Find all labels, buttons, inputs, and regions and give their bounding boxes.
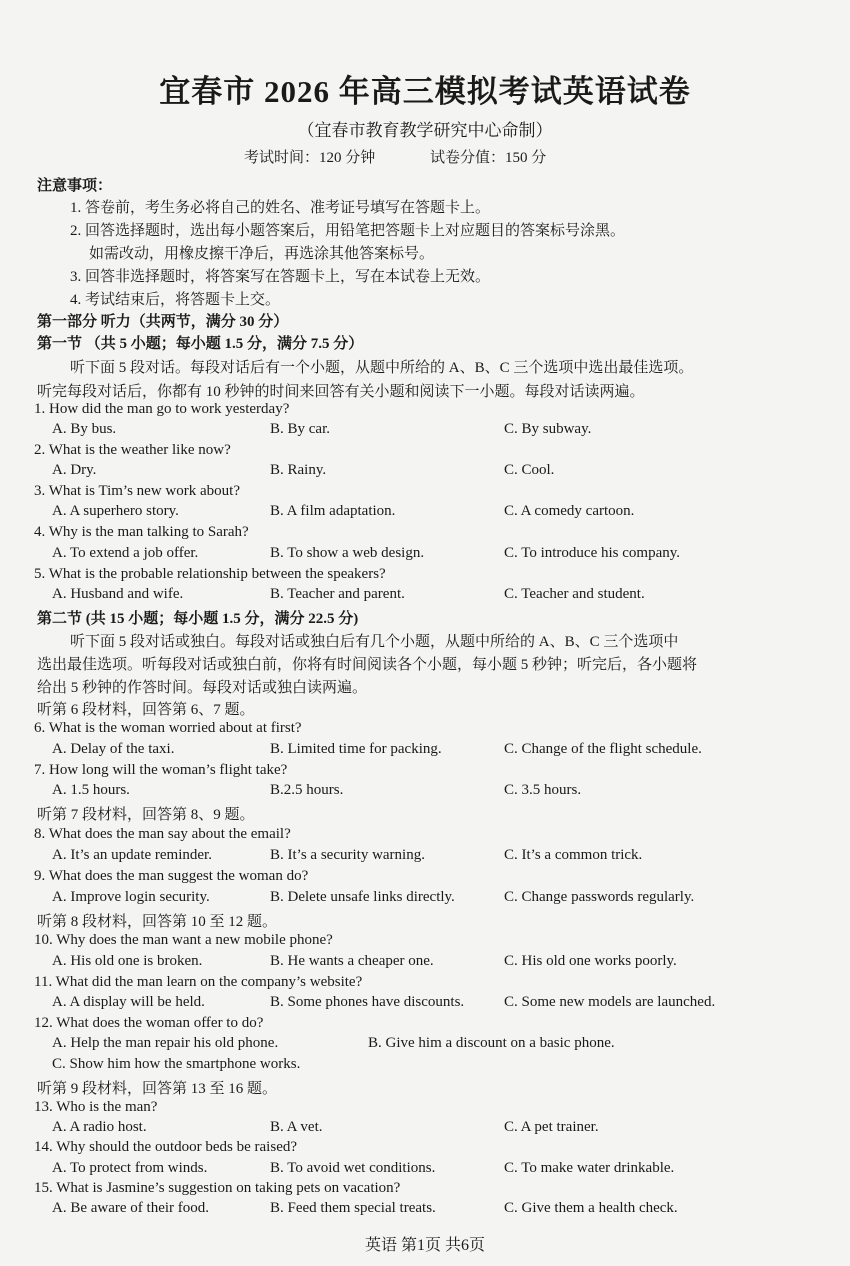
question-4: 4. Why is the man talking to Sarah? [34, 524, 249, 540]
question-2: 2. What is the weather like now? [34, 442, 231, 458]
option-c: C. A comedy cartoon. [504, 503, 635, 519]
notice-item: 2. 回答选择题时，选出每小题答案后，用铅笔把答题卡上对应题目的答案标号涂黑。 [70, 223, 626, 239]
option-a: A. His old one is broken. [52, 953, 203, 969]
question-14: 14. Why should the outdoor beds be raised? [34, 1139, 298, 1155]
exam-time: 考试时间：120 分钟 [244, 150, 376, 166]
question-15: 15. What is Jasmine’s suggestion on taking pets on vacation? [34, 1180, 401, 1196]
notice-item: 4. 考试结束后，将答题卡上交。 [70, 292, 281, 308]
option-b: B. Delete unsafe links directly. [270, 889, 455, 905]
notice-heading: 注意事项： [37, 178, 113, 194]
option-c: C. Some new models are launched. [504, 994, 716, 1010]
option-a: A. To protect from winds. [52, 1160, 208, 1176]
option-c: C. Give them a health check. [504, 1200, 678, 1216]
exam-subtitle: （宜春市教育教学研究中心命制） [297, 121, 553, 140]
notice-item: 3. 回答非选择题时，将答案写在答题卡上，写在本试卷上无效。 [70, 269, 491, 285]
material-label: 听第 6 段材料，回答第 6、7 题。 [37, 702, 255, 718]
option-c: C. A pet trainer. [504, 1119, 599, 1135]
question-3: 3. What is Tim’s new work about? [34, 483, 240, 499]
option-b: B. Give him a discount on a basic phone. [368, 1035, 615, 1051]
exam-title: 宜春市 2026 年高三模拟考试英语试卷 [159, 74, 691, 109]
option-a: A. A superhero story. [52, 503, 179, 519]
question-13: 13. Who is the man? [34, 1099, 158, 1115]
notice-item: 如需改动，用橡皮擦干净后，再选涂其他答案标号。 [89, 246, 435, 262]
page-footer: 英语 第1页 共6页 [364, 1237, 485, 1254]
option-a: A. To extend a job offer. [52, 545, 199, 561]
option-b: B. It’s a security warning. [270, 847, 425, 863]
option-b: B. Some phones have discounts. [270, 994, 465, 1010]
question-6: 6. What is the woman worried about at first? [34, 720, 302, 736]
option-b: B. To show a web design. [270, 545, 425, 561]
question-8: 8. What does the man say about the email? [34, 826, 291, 842]
option-b: B. By car. [270, 421, 330, 437]
option-b: B.2.5 hours. [270, 782, 344, 798]
material-label: 听第 9 段材料，回答第 13 至 16 题。 [37, 1081, 278, 1097]
option-b: B. He wants a cheaper one. [270, 953, 434, 969]
option-a: A. 1.5 hours. [52, 782, 130, 798]
option-a: A. Dry. [52, 462, 97, 478]
option-c: C. Change passwords regularly. [504, 889, 695, 905]
section1-instructions: 听完每段对话后，你都有 10 秒钟的时间来回答有关小题和阅读下一小题。每段对话读两遍。 [37, 384, 645, 400]
option-a: A. Help the man repair his old phone. [52, 1035, 279, 1051]
option-b: B. A vet. [270, 1119, 323, 1135]
option-c: C. His old one works poorly. [504, 953, 677, 969]
section1-instructions: 听下面 5 段对话。每段对话后有一个小题，从题中所给的 A、B、C 三个选项中选出最佳选项。 [70, 360, 694, 376]
option-a: A. It’s an update reminder. [52, 847, 212, 863]
option-c: C. To make water drinkable. [504, 1160, 675, 1176]
question-10: 10. Why does the man want a new mobile phone? [34, 932, 333, 948]
option-a: A. A display will be held. [52, 994, 205, 1010]
notice-item: 1. 答卷前，考生务必将自己的姓名、准考证号填写在答题卡上。 [70, 200, 491, 216]
material-label: 听第 8 段材料，回答第 10 至 12 题。 [37, 914, 278, 930]
part1-heading: 第一部分 听力（共两节，满分 30 分） [37, 314, 289, 330]
option-b: B. Limited time for packing. [270, 741, 442, 757]
section2-instructions: 选出最佳选项。听每段对话或独白前，你将有时间阅读各个小题，每小题 5 秒钟；听完后，各小题将 [37, 657, 698, 673]
question-1: 1. How did the man go to work yesterday? [34, 401, 290, 417]
option-a: A. Husband and wife. [52, 586, 184, 602]
option-c: C. Cool. [504, 462, 555, 478]
option-b: B. To avoid wet conditions. [270, 1160, 436, 1176]
option-b: B. Rainy. [270, 462, 327, 478]
option-c: C. Show him how the smartphone works. [52, 1056, 301, 1072]
question-11: 11. What did the man learn on the company’s website? [34, 974, 363, 990]
option-b: B. Feed them special treats. [270, 1200, 436, 1216]
section1-heading: 第一节 （共 5 小题；每小题 1.5 分，满分 7.5 分） [37, 336, 364, 352]
option-a: A. Be aware of their food. [52, 1200, 210, 1216]
question-7: 7. How long will the woman’s flight take? [34, 762, 288, 778]
option-c: C. By subway. [504, 421, 592, 437]
material-label: 听第 7 段材料，回答第 8、9 题。 [37, 807, 255, 823]
option-c: C. It’s a common trick. [504, 847, 643, 863]
section2-instructions: 听下面 5 段对话或独白。每段对话或独白后有几个小题，从题中所给的 A、B、C 三个选项中 [70, 634, 679, 650]
section2-heading: 第二节 (共 15 小题；每小题 1.5 分，满分 22.5 分) [37, 611, 359, 627]
option-c: C. Teacher and student. [504, 586, 645, 602]
option-c: C. To introduce his company. [504, 545, 681, 561]
question-9: 9. What does the man suggest the woman do? [34, 868, 309, 884]
option-a: A. Delay of the taxi. [52, 741, 175, 757]
option-a: A. Improve login security. [52, 889, 210, 905]
question-5: 5. What is the probable relationship between the speakers? [34, 566, 386, 582]
option-c: C. 3.5 hours. [504, 782, 582, 798]
option-b: B. A film adaptation. [270, 503, 396, 519]
section2-instructions: 给出 5 秒钟的作答时间。每段对话或独白读两遍。 [37, 680, 368, 696]
question-12: 12. What does the woman offer to do? [34, 1015, 264, 1031]
option-b: B. Teacher and parent. [270, 586, 405, 602]
exam-score: 试卷分值：150 分 [430, 150, 547, 166]
option-a: A. A radio host. [52, 1119, 147, 1135]
option-a: A. By bus. [52, 421, 117, 437]
option-c: C. Change of the flight schedule. [504, 741, 702, 757]
